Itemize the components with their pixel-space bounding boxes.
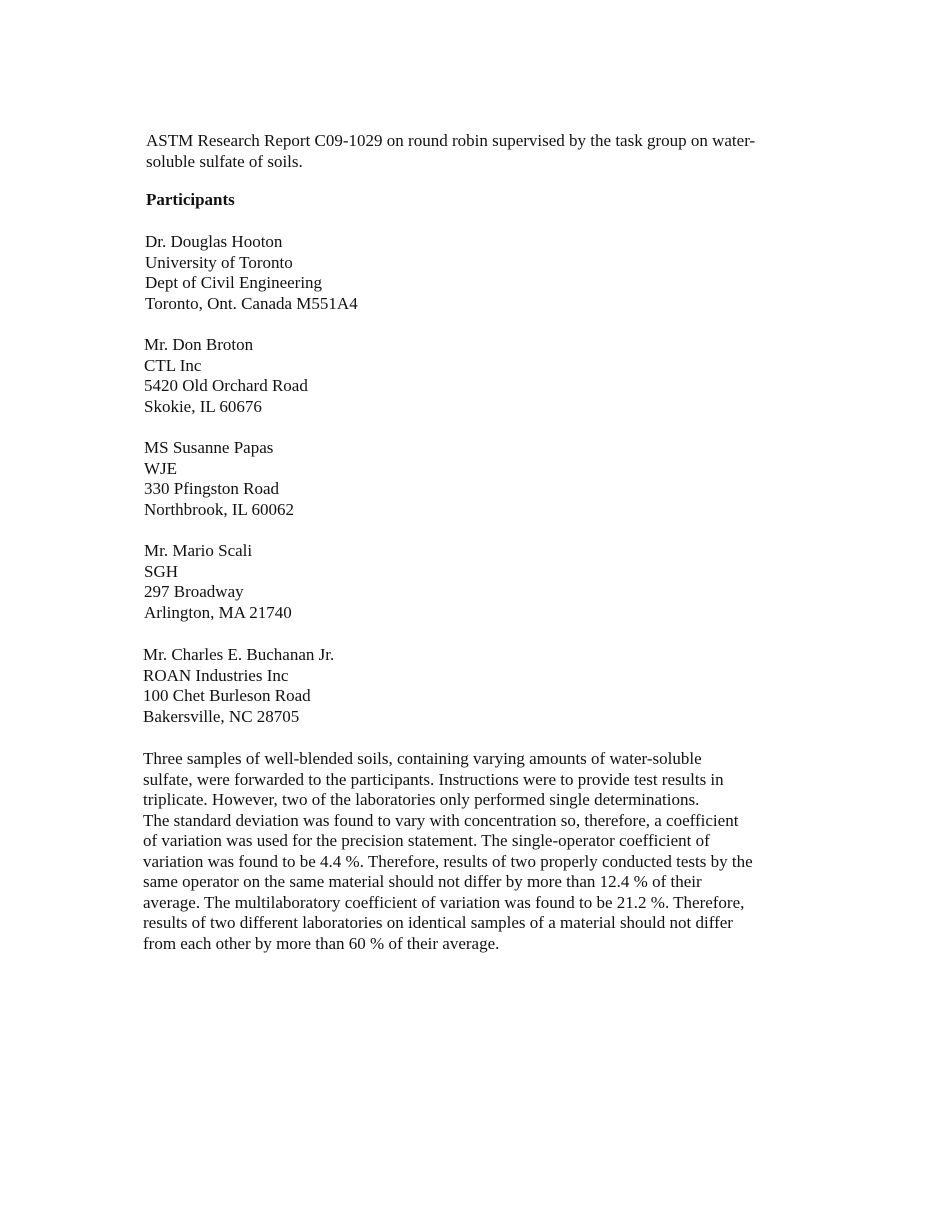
participant-city: Skokie, IL 60676 [144, 396, 262, 416]
participant-city: Northbrook, IL 60062 [144, 499, 294, 519]
summary-line: sulfate, were forwarded to the participants. Instructions were to provide test results in [143, 769, 724, 789]
participant-organization: SGH [144, 561, 179, 581]
participant-address: Toronto, Ont. Canada M551A4 [145, 293, 358, 313]
participant-block [144, 335, 544, 417]
participant-department: Dept of Civil Engineering [145, 273, 323, 293]
participant-street: 100 Chet Burleson Road [143, 686, 311, 706]
summary-line: triplicate. However, two of the laboratories only performed single determinations. [143, 790, 700, 809]
summary-line: The standard deviation was found to vary with concentration so, therefore, a coefficient [143, 810, 739, 830]
participant-organization: CTL Inc [144, 355, 202, 375]
participant-organization: WJE [144, 458, 178, 478]
participant-city: Bakersville, NC 28705 [143, 706, 300, 726]
participant-name: Mr. Charles E. Buchanan Jr. [143, 645, 335, 664]
intro-line: soluble sulfate of soils. [146, 151, 303, 171]
participant-block [144, 438, 544, 520]
participant-block [143, 645, 543, 727]
summary-paragraph [143, 749, 843, 954]
summary-line: Three samples of well-blended soils, containing varying amounts of water-soluble [143, 749, 702, 768]
summary-line: of variation was used for the precision statement. The single-operator coefficient of [143, 831, 710, 850]
participant-block [145, 232, 545, 314]
participant-organization: University of Toronto [145, 252, 293, 272]
participant-name: Dr. Douglas Hooton [145, 232, 283, 251]
intro-line: ASTM Research Report C09-1029 on round robin supervised by the task group on water- [146, 131, 756, 150]
summary-line: average. The multilaboratory coefficient of variation was found to be 21.2 %. Therefore, [143, 892, 745, 912]
participant-street: 330 Pfingston Road [144, 479, 280, 499]
summary-line: results of two different laboratories on identical samples of a material should not differ [143, 913, 733, 932]
participant-block [144, 541, 544, 623]
participant-street: 297 Broadway [144, 582, 244, 602]
participant-city: Arlington, MA 21740 [144, 602, 292, 622]
participant-name: Mr. Mario Scali [144, 541, 253, 560]
intro-paragraph [146, 131, 806, 172]
participant-name: Mr. Don Broton [144, 335, 254, 354]
summary-line: from each other by more than 60 % of their average. [143, 933, 500, 953]
participant-organization: ROAN Industries Inc [143, 665, 289, 685]
summary-line: variation was found to be 4.4 %. Therefore, results of two properly conducted tests by the [143, 851, 753, 871]
summary-line: same operator on the same material should not differ by more than 12.4 % of their [143, 872, 702, 891]
participant-name: MS Susanne Papas [144, 438, 274, 457]
participant-street: 5420 Old Orchard Road [144, 376, 308, 396]
participants-heading: Participants [146, 190, 235, 209]
